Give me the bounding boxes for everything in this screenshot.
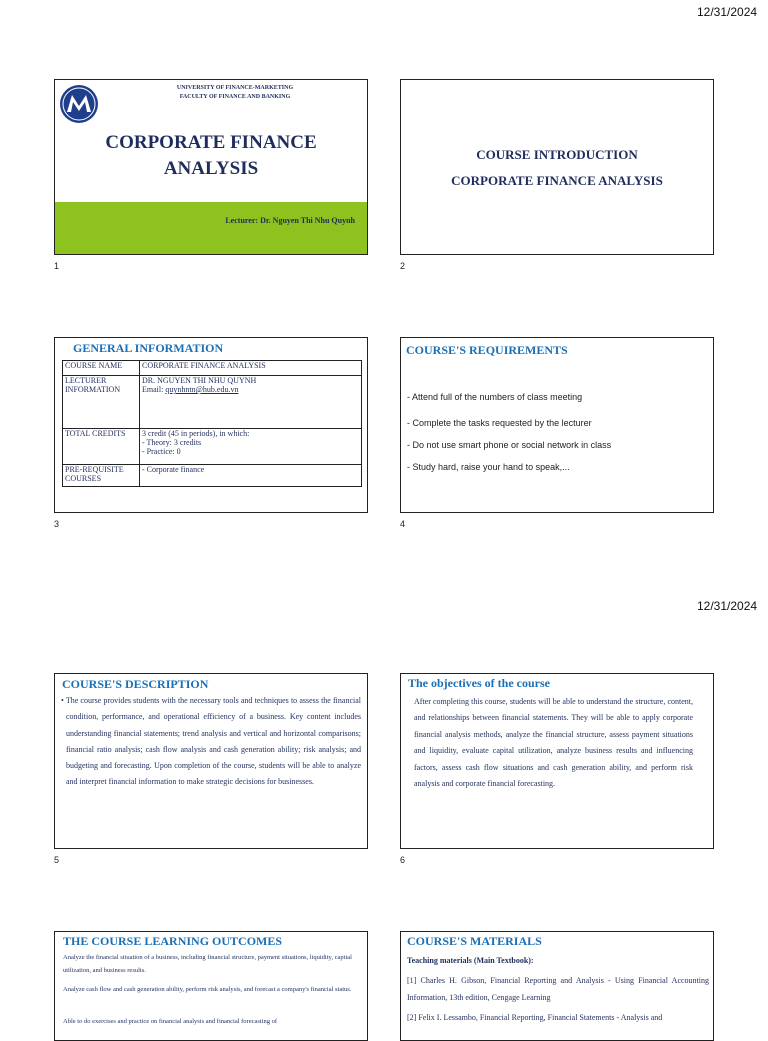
slide-number-5: 5 [54,855,60,865]
table-cell: CORPORATE FINANCE ANALYSIS [140,361,362,376]
prereq-key-line2: COURSES [65,474,102,483]
header-date-mid: 12/31/2024 [697,599,758,613]
description-heading: COURSE'S DESCRIPTION [62,677,209,691]
slide-number-3: 3 [54,519,60,529]
materials-heading: COURSE'S MATERIALS [407,934,542,948]
table-row [63,376,362,429]
credits-line2: - Theory: 3 credits [142,438,202,447]
outcome-paragraph-1: Analyze the financial situation of a business, including financial structure, payment situations, liquidity, capital utilization, and business results. [63,954,352,974]
table-row [63,361,362,376]
table-row [63,465,362,487]
lecturer-name: Lecturer: Dr. Nguyen Thi Nhu Quynh [225,216,355,225]
university-name: UNIVERSITY OF FINANCE-MARKETING [176,85,294,91]
outcome-paragraph-3: Able to do exercises and practice on financial analysis and financial forecasting of [63,1018,278,1025]
outcome-paragraph-2: Analyze cash flow and cash generation ability, perform risk analysis, and forecast a company's financial status. [63,986,352,993]
university-header [103,84,367,102]
slide-4-requirements [400,337,714,513]
email-label: Email: [142,385,166,394]
general-info-table [62,360,362,487]
table-cell [63,465,140,487]
lecturer-name-value: DR. NGUYEN THI NHU QUYNH [142,376,257,385]
list-item: - Do not use smart phone or social network in class [407,440,612,450]
intro-line2: CORPORATE FINANCE ANALYSIS [451,173,663,188]
slide-number-2: 2 [400,261,406,271]
table-cell: - Corporate finance [140,465,362,487]
credits-line1: 3 credit (45 in periods), in which: [142,429,250,438]
lecturer-key-line2: INFORMATION [65,385,121,394]
slide-5-description [54,673,368,849]
slide-1-title [54,79,368,255]
slide-8-materials [400,931,714,1041]
header-date-top: 12/31/2024 [697,5,758,19]
materials-subheading: Teaching materials (Main Textbook): [407,956,534,965]
table-cell: COURSE NAME [63,361,140,376]
table-cell [140,376,362,429]
requirements-heading: COURSE'S REQUIREMENTS [406,343,568,357]
lecturer-key-line1: LECTURER [65,376,107,385]
course-title-line1: CORPORATE FINANCE [105,132,317,153]
objectives-body: After completing this course, students will be able to understand the structure, content, and relationships between financial statements. They will be able to apply corporate financial analysis methods, analyze the financial structure, assess payment situations and liquidity, evaluate capital utilization, analyze business results and influencing factors, assess cash flow situations and cash generation ability, and perform risk analysis and corporate financial forecasting. [414,697,693,789]
course-title [55,130,367,182]
prereq-key-line1: PRE-REQUISITE [65,465,124,474]
general-info-heading: GENERAL INFORMATION [73,341,224,355]
intro-line1: COURSE INTRODUCTION [476,147,638,162]
list-item: - Study hard, raise your hand to speak,... [407,462,570,472]
course-title-line2: ANALYSIS [163,158,259,179]
slide-number-6: 6 [400,855,406,865]
university-logo [59,84,99,124]
description-body: • The course provides students with the necessary tools and techniques to assess the financial condition, performance, and operational efficiency of a business. Key content includes understanding financial statements; trend analysis and vertical and horizontal comparisons; financial ratio analysis; cash flow analysis and cash generation ability; risk analysis; and budgeting and forecasting. Upon completion of the course, students will be able to analyze and interpret financial information to make strategic decisions for businesses. [61,696,361,787]
slide-number-4: 4 [400,519,406,529]
table-cell [140,429,362,465]
faculty-name: FACULTY OF FINANCE AND BANKING [179,94,291,100]
objectives-heading: The objectives of the course [408,676,550,690]
slide-2-introduction [400,79,714,255]
reference-1: [1] Charles H. Gibson, Financial Reporting and Analysis - Using Financial Accounting Information, 13th edition, Cengage Learning [407,976,709,1002]
list-item: - Complete the tasks requested by the lecturer [407,418,592,428]
table-cell: TOTAL CREDITS [63,429,140,465]
slide-number-1: 1 [54,261,60,271]
email-link[interactable]: quynhntn@hub.edu.vn [165,385,239,394]
slide-7-learning-outcomes [54,931,368,1041]
table-cell [63,376,140,429]
slide-6-objectives [400,673,714,849]
lecturer-email-line [142,385,359,394]
credits-line3: - Practice: 0 [142,447,181,456]
table-row [63,429,362,465]
list-item: - Attend full of the numbers of class meeting [407,392,583,402]
green-band [55,202,367,254]
reference-2: [2] Felix I. Lessambo, Financial Reporting, Financial Statements - Analysis and [407,1013,663,1022]
outcomes-heading: THE COURSE LEARNING OUTCOMES [63,934,283,948]
slide-3-general-information [54,337,368,513]
